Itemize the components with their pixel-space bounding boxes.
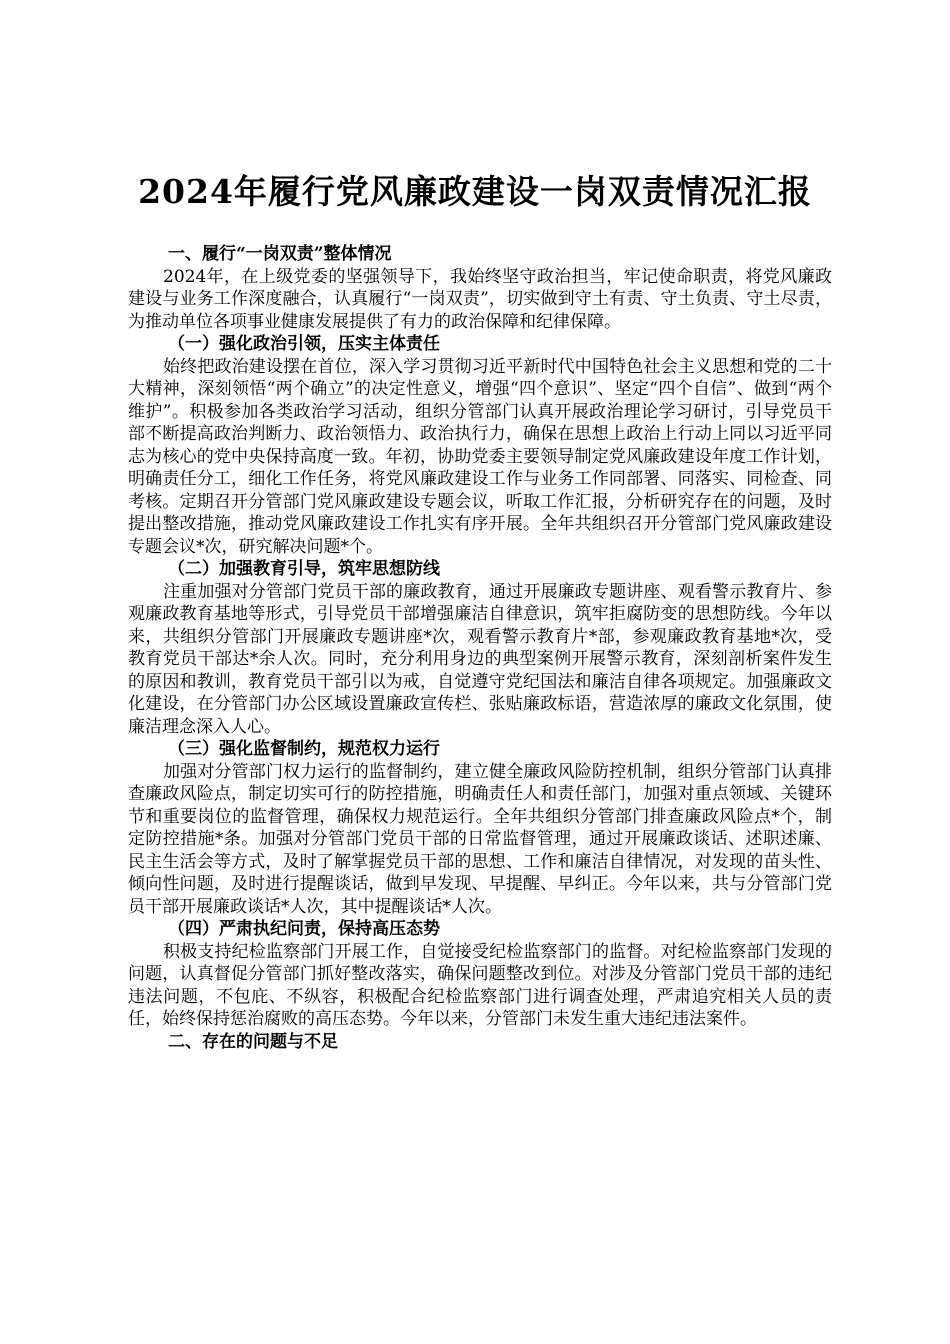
subsection-1-paragraph: 始终把政治建设摆在首位，深入学习贯彻习近平新时代中国特色社会主义思想和党的二十大精神，深刻领悟“两个确立”的决定性意义，增强“四个意识”、坚定“四个自信”、做到“两个维护”。积极参加各类政治学习活动，组织分管部门认真开展政治理论学习研讨，引导党员干部不断提高政治判断力、政治领悟力、政治执行力，确保在思想上政治上行动上同以习近平同志为核心的党中央保持高度一致。年初，协助党委主要领导制定党风廉政建设年度工作计划，明确责任分工，细化工作任务，将党风廉政建设工作与业务工作同部署、同落实、同检查、同考核。定期召开分管部门党风廉政建设专题会议，听取工作汇报，分析研究存在的问题，及时提出整改措施，推动党风廉政建设工作扎实有序开展。全年共组织召开分管部门党风廉政建设专题会议*次，研究解决问题*个。 bbox=[128, 356, 832, 557]
subsection-2-paragraph: 注重加强对分管部门党员干部的廉政教育，通过开展廉政专题讲座、观看警示教育片、参观廉政教育基地等形式，引导党员干部增强廉洁自律意识，筑牢拒腐防变的思想防线。今年以来，共组织分管部门开展廉政专题讲座*次，观看警示教育片*部，参观廉政教育基地*次，受教育党员干部达*余人次。同时，充分利用身边的典型案例开展警示教育，深刻剖析案件发生的原因和教训，教育党员干部引以为戒，自觉遵守党纪国法和廉洁自律各项规定。加强廉政文化建设，在分管部门办公区域设置廉政宣传栏、张贴廉政标语，营造浓厚的廉政文化氛围，使廉洁理念深入人心。 bbox=[128, 581, 832, 737]
section-heading-1: 一、履行“一岗双责”整体情况 bbox=[168, 244, 392, 264]
section-heading-2: 二、存在的问题与不足 bbox=[168, 1031, 338, 1052]
section-1-paragraph: 2024年，在上级党委的坚强领导下，我始终坚守政治担当，牢记使命职责，将党风廉政建设与业务工作深度融合，认真履行“一岗双责”，切实做到守土有责、守土负责、守土尽责，为推动单位各项事业健康发展提供了有力的政治保障和纪律保障。 bbox=[128, 266, 832, 332]
subsection-3-paragraph: 加强对分管部门权力运行的监督制约，建立健全廉政风险防控机制，组织分管部门认真排查廉政风险点，制定切实可行的防控措施，明确责任人和责任部门，加强对重点领域、关键环节和重要岗位的监督管理，确保权力规范运行。全年共组织分管部门排查廉政风险点*个，制定防控措施*条。加强对分管部门党员干部的日常监督管理，通过开展廉政谈话、述职述廉、民主生活会等方式，及时了解掌握党员干部的思想、工作和廉洁自律情况，对发现的苗头性、倾向性问题，及时进行提醒谈话，做到早发现、早提醒、早纠正。今年以来，共与分管部门党员干部开展廉政谈话*人次，其中提醒谈话*人次。 bbox=[128, 761, 832, 917]
subsection-heading-1: （一）强化政治引领，压实主体责任 bbox=[168, 334, 440, 354]
subsection-4-paragraph: 积极支持纪检监察部门开展工作，自觉接受纪检监察部门的监督。对纪检监察部门发现的问题，认真督促分管部门抓好整改落实，确保问题整改到位。对涉及分管部门党员干部的违纪违法问题，不包庇、不纵容，积极配合纪检监察部门进行调查处理，严肃追究相关人员的责任，始终保持惩治腐败的高压态势。今年以来，分管部门未发生重大违纪违法案件。 bbox=[128, 941, 832, 1029]
document-title: 2024年履行党风廉政建设一岗双责情况汇报 bbox=[138, 172, 812, 211]
subsection-heading-4: （四）严肃执纪问责，保持高压态势 bbox=[168, 919, 440, 939]
subsection-heading-3: （三）强化监督制约，规范权力运行 bbox=[168, 739, 440, 759]
subsection-heading-2: （二）加强教育引导，筑牢思想防线 bbox=[168, 559, 440, 579]
document-body bbox=[128, 243, 832, 1053]
